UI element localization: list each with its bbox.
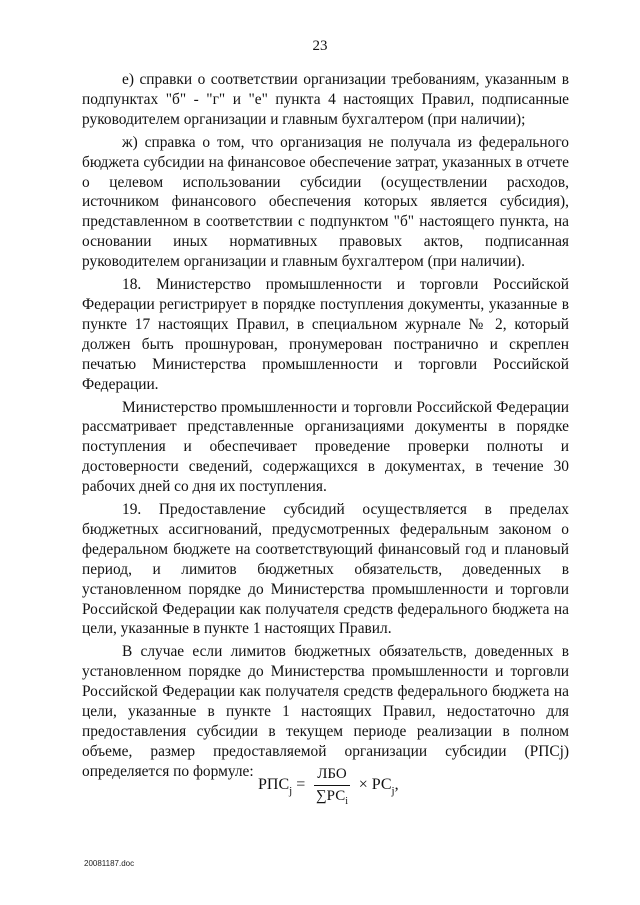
paragraph-clause-19: 19. Предоставление субсидий осуществляется в пределах бюджетных ассигнований, предусмотренных федеральным законом о федеральном бюджете на соответствующий финансовый год и плановый период, и лимитов бюджетных обязательств, доведенных в установленном порядке до Министерства промышленности и торговли Российской Федерации как получателя средств федерального бюджета на цели, указанные в пункте 1 настоящих Правил. <box>82 501 569 638</box>
paragraph-clause-18: 18. Министерство промышленности и торговли Российской Федерации регистрирует в порядке поступления документы, указанные в пункте 17 настоящих Правил, в специальном журнале № 2, который должен быть прошнурован, пронумерован постранично и скреплен печатью Министерства промышленности и торговли Российской Федерации. <box>82 276 569 393</box>
document-filename: 20081187.doc <box>84 859 135 868</box>
paragraph-clause-18-review: Министерство промышленности и торговли Российской Федерации рассматривает представленные организациями документы в порядке поступления и обеспечивает проведение проверки полноты и достоверности сведений, содержащихся в документах, в течение 30 рабочих дней со дня их поступления. <box>82 398 569 496</box>
formula-numerator: ЛБО <box>314 766 350 786</box>
formula-times: × <box>358 776 368 793</box>
document-body <box>82 70 569 782</box>
paragraph-item-e: е) справки о соответствии организации требованиям, указанным в подпунктах "б" - "г" и "е" пункта 4 настоящих Правил, подписанные руководителем организации и главным бухгалтером (при наличии); <box>82 71 569 128</box>
formula-equals: = <box>296 776 306 793</box>
paragraph-item-zh: ж) справка о том, что организация не получала из федерального бюджета субсидии на финансовое обеспечение затрат, указанных в отчете о целевом использовании субсидии (осуществлении расходов, источником финансового обеспечения которых является субсидия), представленном в соответствии с подпунктом "б" настоящего пункта, на основании иных нормативных правовых актов, подписанная руководителем организации и главным бухгалтером (при наличии). <box>82 133 569 271</box>
subsidy-formula <box>258 763 399 807</box>
formula-rhs: $РС_j$ <box>371 776 395 797</box>
paragraph-clause-19-insufficient-limits: В случае если лимитов бюджетных обязательств, доведенных в установленном порядке до Министерства промышленности и торговли Российской Федерации как получателя средств федерального бюджета на цели, указанные в пункте 1 настоящих Правил, недостаточно для предоставления субсидии в текущем периоде реализации в полном объеме, размер предоставляемой организации субсидии (РПСj) определяется по формуле: <box>82 643 569 780</box>
formula-lhs: $РПС_j$ <box>258 776 293 797</box>
formula-denominator: $\sum РС_i$ <box>315 787 348 807</box>
page-number: 23 <box>312 38 328 54</box>
formula-fraction <box>314 766 350 805</box>
formula-comma: , <box>394 776 399 793</box>
